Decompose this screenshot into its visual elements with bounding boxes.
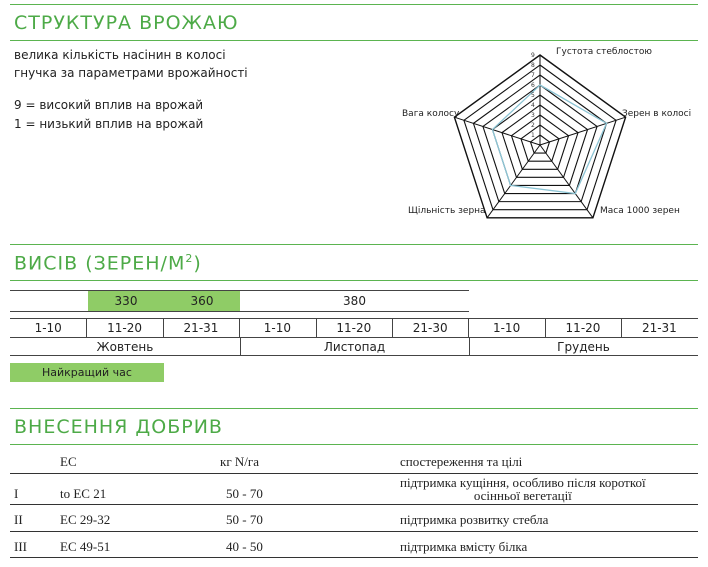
month-separator bbox=[469, 337, 470, 355]
decade-cell: 1-10 bbox=[263, 321, 291, 335]
decade-separator bbox=[239, 318, 240, 337]
radar-tick-labels bbox=[531, 52, 535, 139]
radar-tick-label: 5 bbox=[531, 92, 535, 99]
fertilizer-row-divider bbox=[10, 531, 698, 532]
section-divider bbox=[10, 280, 698, 281]
radar-tick-label: 1 bbox=[531, 132, 535, 139]
radar-tick-label: 7 bbox=[531, 72, 535, 79]
fertilizer-row-stage: EC 29-32 bbox=[60, 512, 111, 527]
best-time-legend-label: Найкращий час bbox=[42, 366, 132, 379]
radar-axis-label: Густота стеблостою bbox=[556, 47, 652, 57]
section-divider bbox=[10, 244, 698, 245]
radar-chart bbox=[0, 0, 708, 240]
fertilizer-row-divider bbox=[10, 557, 698, 558]
fertilizer-row-num: III bbox=[14, 539, 27, 554]
fertilizer-header-notes: спостереження та цілі bbox=[400, 454, 523, 469]
decade-separator bbox=[392, 318, 393, 337]
fertilizer-row-dose: 50 - 70 bbox=[226, 486, 263, 501]
radar-tick-label: 6 bbox=[531, 82, 535, 89]
decade-cell: 21-31 bbox=[183, 321, 219, 335]
decade-separator bbox=[86, 318, 87, 337]
fertilizer-row-divider bbox=[10, 473, 698, 474]
month-separator bbox=[240, 337, 241, 355]
fertilizer-row-num: II bbox=[14, 512, 23, 527]
fertilizer-row-notes bbox=[400, 476, 646, 502]
rate-value: 380 bbox=[343, 294, 366, 308]
fertilizer-header-dose: кг N/га bbox=[220, 454, 259, 469]
decade-cell: 1-10 bbox=[492, 321, 521, 335]
radar-tick-label: 2 bbox=[531, 122, 535, 129]
decade-separator bbox=[163, 318, 164, 337]
decade-separator bbox=[468, 318, 469, 337]
radar-tick-label: 8 bbox=[531, 62, 535, 69]
radar-spoke bbox=[540, 145, 593, 218]
seeding-title-text: ВИСІВ (ЗЕРЕН/М bbox=[14, 252, 186, 275]
scale-high-note: 9 = високий вплив на врожай bbox=[14, 98, 204, 112]
fertilizer-section-title: ВНЕСЕННЯ ДОБРИВ bbox=[14, 416, 223, 438]
radar-axis-label: Щільність зерна bbox=[408, 206, 486, 216]
month-row-bottom bbox=[10, 355, 698, 356]
fertilizer-row-dose: 50 - 70 bbox=[226, 512, 263, 527]
radar-grid bbox=[454, 55, 625, 218]
rate-row-bottom bbox=[10, 311, 469, 312]
decade-separator bbox=[545, 318, 546, 337]
radar-axis-label: Маса 1000 зерен bbox=[600, 206, 680, 216]
radar-axis-label: Зерен в колосі bbox=[622, 109, 692, 119]
radar-tick-label: 9 bbox=[531, 52, 535, 59]
month-label-december: Грудень bbox=[557, 340, 610, 354]
decade-separator bbox=[621, 318, 622, 337]
fertilizer-row-notes: підтримка розвитку стебла bbox=[400, 512, 549, 527]
decade-cell: 11-20 bbox=[107, 321, 143, 335]
decade-cell: 11-20 bbox=[336, 321, 372, 335]
month-label-october: Жовтень bbox=[96, 340, 154, 354]
fertilizer-row-divider bbox=[10, 504, 698, 505]
decade-cell: 21-30 bbox=[412, 321, 448, 335]
fertilizer-row-stage: EC 49-51 bbox=[60, 539, 111, 554]
radar-spoke bbox=[487, 145, 540, 218]
decade-cell: 21-31 bbox=[641, 321, 677, 335]
yield-note-line2: гнучка за параметрами врожайності bbox=[14, 66, 248, 80]
seeding-section-title bbox=[14, 252, 202, 274]
fertilizer-notes-line: підтримка кущіння, особливо після короткої bbox=[400, 475, 646, 490]
decade-cell: 11-20 bbox=[565, 321, 601, 335]
fertilizer-row-num: I bbox=[14, 486, 19, 501]
fertilizer-row-dose: 40 - 50 bbox=[226, 539, 263, 554]
fertilizer-row-stage: to EC 21 bbox=[60, 486, 107, 501]
radar-tick-label: 4 bbox=[531, 102, 535, 109]
fertilizer-notes-line: осінньої вегетації bbox=[473, 488, 572, 503]
decade-cell: 1-10 bbox=[34, 321, 62, 335]
yield-section-title: СТРУКТУРА ВРОЖАЮ bbox=[14, 12, 239, 34]
rate-value: 360 bbox=[190, 294, 214, 308]
decade-row-bottom bbox=[10, 337, 698, 338]
section-divider bbox=[10, 444, 698, 445]
scale-low-note: 1 = низький вплив на врожай bbox=[14, 117, 204, 131]
radar-axis-label: Вага колосу bbox=[402, 109, 460, 119]
month-label-november: Листопад bbox=[323, 340, 386, 354]
decade-row-top bbox=[10, 318, 698, 319]
decade-separator bbox=[316, 318, 317, 337]
radar-tick-label: 3 bbox=[531, 112, 535, 119]
fertilizer-row-notes: підтримка вмісту білка bbox=[400, 539, 528, 554]
yield-note-line1: велика кількість насінин в колосі bbox=[14, 48, 226, 62]
rate-value: 330 bbox=[114, 294, 138, 308]
section-divider bbox=[10, 408, 698, 409]
fertilizer-header-stage: EC bbox=[60, 454, 77, 469]
seeding-title-sup: 2 bbox=[185, 252, 194, 265]
seeding-title-end: ) bbox=[193, 252, 202, 275]
